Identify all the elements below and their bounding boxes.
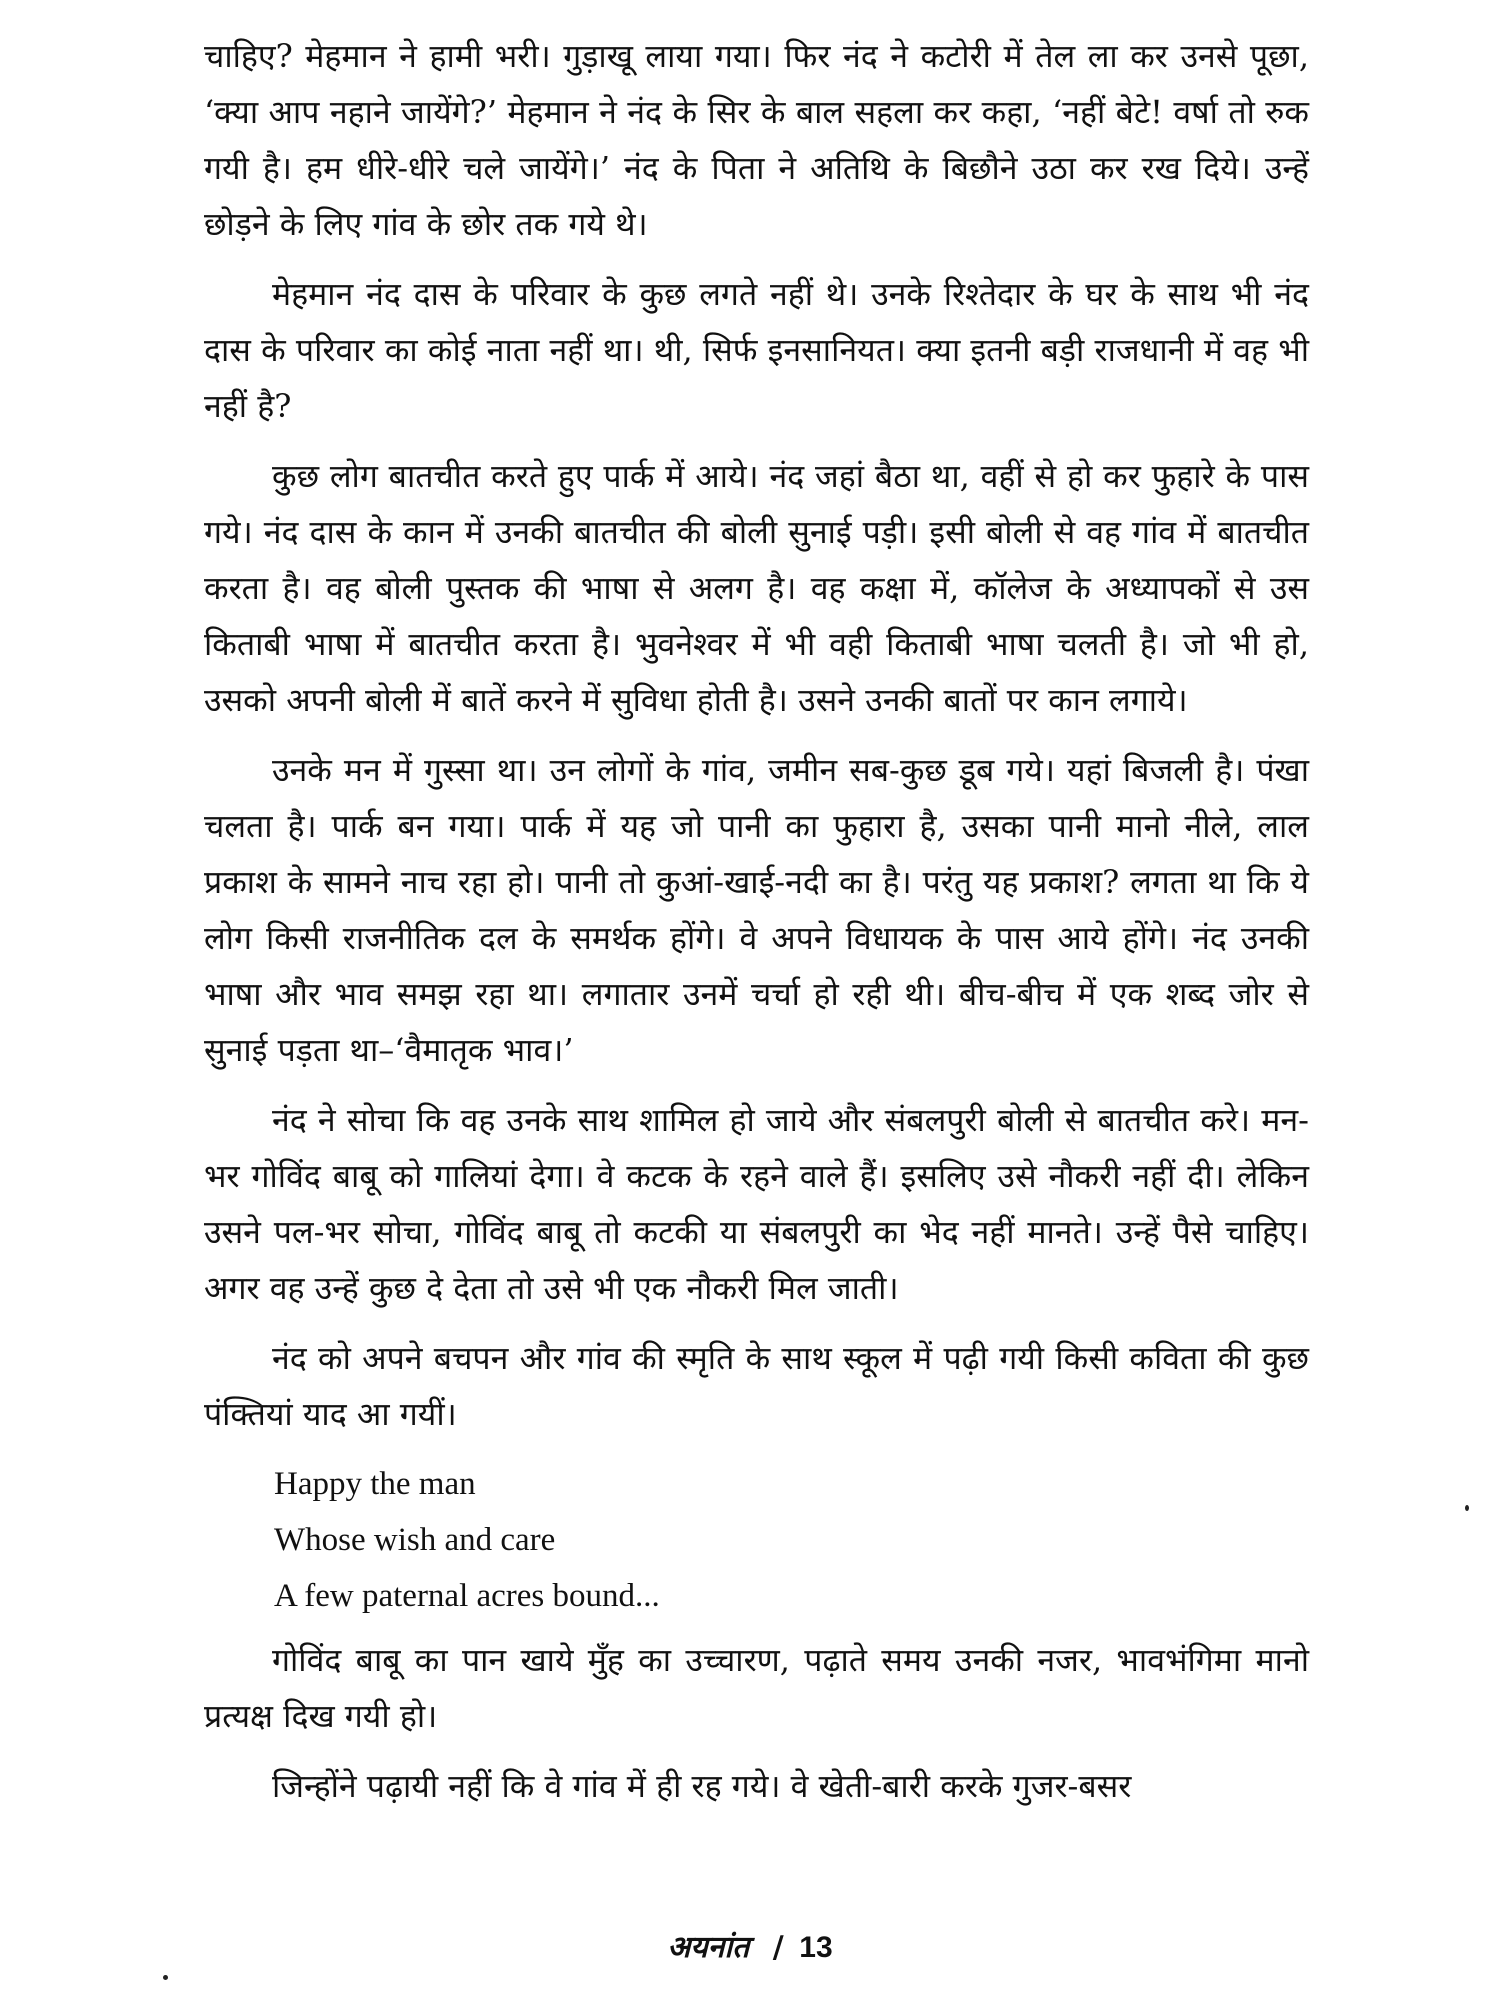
paragraph-2: मेहमान नंद दास के परिवार के कुछ लगते नहीं थे। उनके रिश्तेदार के घर के साथ भी नंद दास के परिवार का कोई नाता नहीं था। थी, सिर्फ इनसानियत। क्या इतनी बड़ी राजधानी में वह भी नहीं है? <box>204 275 1309 425</box>
paragraph-3: कुछ लोग बातचीत करते हुए पार्क में आये। नंद जहां बैठा था, वहीं से हो कर फुहारे के पास गये। नंद दास के कान में उनकी बातचीत की बोली सुनाई पड़ी। इसी बोली से वह गांव में बातचीत करता है। वह बोली पुस्तक की भाषा से अलग है। वह कक्षा में, कॉलेज के अध्यापकों से उस किताबी भाषा में बातचीत करता है। भुवनेश्वर में भी वही किताबी भाषा चलती है। जो भी हो, उसको अपनी बोली में बातें करने में सुविधा होती है। उसने उनकी बातों पर कान लगाये। <box>204 457 1309 719</box>
poem-line-3: A few paternal acres bound... <box>274 1578 660 1614</box>
paragraph-4: उनके मन में गुस्सा था। उन लोगों के गांव, जमीन सब-कुछ डूब गये। यहां बिजली है। पंखा चलता है। पार्क बन गया। पार्क में यह जो पानी का फुहारा है, उसका पानी मानो नीले, लाल प्रकाश के सामने नाच रहा हो। पानी तो कुआं-खाई-नदी का है। परंतु यह प्रकाश? लगता था कि ये लोग किसी राजनीतिक दल के समर्थक होंगे। वे अपने विधायक के पास आये होंगे। नंद उनकी भाषा और भाव समझ रहा था। लगातार उनमें चर्चा हो रही थी। बीच-बीच में एक शब्द जोर से सुनाई पड़ता था–‘वैमातृक भाव।’ <box>204 751 1309 1069</box>
page-body <box>204 28 1309 1828</box>
page-footer <box>0 1928 1500 1968</box>
paragraph-7: गोविंद बाबू का पान खाये मुँह का उच्चारण, पढ़ाते समय उनकी नजर, भावभंगिमा मानो प्रत्यक्ष दिख गयी हो। <box>204 1641 1309 1735</box>
page-number: 13 <box>799 1931 833 1964</box>
paragraph-5: नंद ने सोचा कि वह उनके साथ शामिल हो जाये और संबलपुरी बोली से बातचीत करे। मन-भर गोविंद बाबू को गालियां देगा। वे कटक के रहने वाले हैं। इसलिए उसे नौकरी नहीं दी। लेकिन उसने पल-भर सोचा, गोविंद बाबू तो कटकी या संबलपुरी का भेद नहीं मानते। उन्हें पैसे चाहिए। अगर वह उन्हें कुछ दे देता तो उसे भी एक नौकरी मिल जाती। <box>204 1101 1309 1307</box>
scan-speck <box>1465 1505 1469 1511</box>
poem-line-1: Happy the man <box>274 1466 476 1502</box>
footer-separator: / <box>772 1930 784 1965</box>
poem-quote <box>274 1456 1309 1624</box>
paragraph-6: नंद को अपने बचपन और गांव की स्मृति के साथ स्कूल में पढ़ी गयी किसी कविता की कुछ पंक्तियां याद आ गयीं। <box>204 1339 1309 1433</box>
scan-speck <box>163 1975 168 1980</box>
paragraph-1: चाहिए? मेहमान ने हामी भरी। गुड़ाखू लाया गया। फिर नंद ने कटोरी में तेल ला कर उनसे पूछा, ‘क्या आप नहाने जायेंगे?’ मेहमान ने नंद के सिर के बाल सहला कर कहा, ‘नहीं बेटे! वर्षा तो रुक गयी है। हम धीरे-धीरे चले जायेंगे।’ नंद के पिता ने अतिथि के बिछौने उठा कर रख दिये। उन्हें छोड़ने के लिए गांव के छोर तक गये थे। <box>204 37 1309 243</box>
poem-line-2: Whose wish and care <box>274 1522 556 1558</box>
paragraph-8: जिन्होंने पढ़ायी नहीं कि वे गांव में ही रह गये। वे खेती-बारी करके गुजर-बसर <box>272 1767 1132 1805</box>
book-title: अयनांत <box>667 1930 750 1965</box>
